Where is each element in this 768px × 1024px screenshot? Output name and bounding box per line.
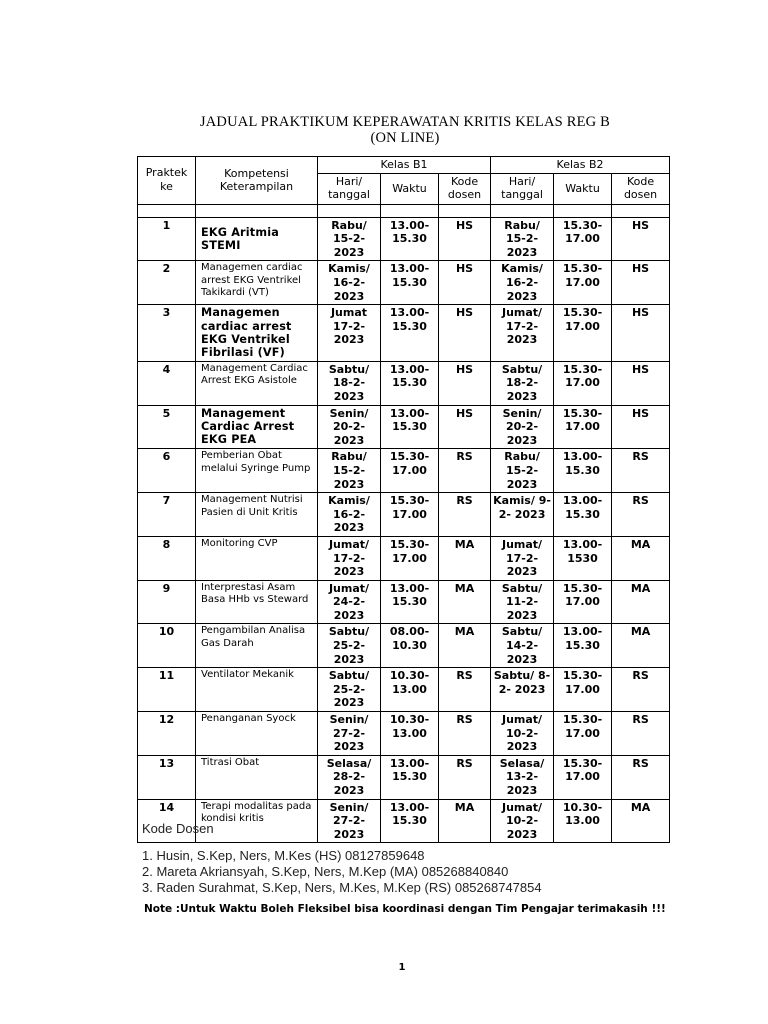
b2-date-cell: Jumat/ 17-2- 2023 — [491, 536, 554, 580]
table-row — [138, 449, 670, 493]
b1-time-cell: 10.30- 13.00 — [381, 712, 439, 756]
b2-time-cell: 15.30- 17.00 — [554, 305, 612, 362]
table-row — [138, 493, 670, 537]
b2-date-cell: Kamis/ 9-2- 2023 — [491, 493, 554, 537]
header-kompetensi: Kompetensi Keterampilan — [196, 157, 318, 205]
b1-time-cell: 15.30- 17.00 — [381, 493, 439, 537]
table-row — [138, 668, 670, 712]
b2-time-cell: 15.30- 17.00 — [554, 217, 612, 261]
b2-time-cell: 15.30- 17.00 — [554, 580, 612, 624]
b1-code-cell: RS — [439, 712, 491, 756]
b1-time-cell: 08.00- 10.30 — [381, 624, 439, 668]
b1-code-cell: MA — [439, 799, 491, 843]
b2-time-cell: 13.00- 15.30 — [554, 624, 612, 668]
b2-code-cell: RS — [612, 755, 670, 799]
b1-date-cell: Senin/ 27-2- 2023 — [318, 712, 381, 756]
b2-date-cell: Sabtu/ 18-2- 2023 — [491, 361, 554, 405]
table-row — [138, 361, 670, 405]
row-number: 9 — [138, 580, 196, 624]
row-number: 10 — [138, 624, 196, 668]
row-number: 4 — [138, 361, 196, 405]
header-b2-hari: Hari/ tanggal — [491, 173, 554, 204]
competency-cell: Terapi modalitas pada kondisi kritis — [196, 799, 318, 843]
b2-date-cell: Jumat/ 10-2- 2023 — [491, 712, 554, 756]
header-b1-waktu: Waktu — [381, 173, 439, 204]
b2-code-cell: HS — [612, 305, 670, 362]
document-title — [0, 114, 768, 146]
b2-time-cell: 15.30- 17.00 — [554, 668, 612, 712]
b2-time-cell: 15.30- 17.00 — [554, 361, 612, 405]
b2-code-cell: MA — [612, 580, 670, 624]
row-number: 3 — [138, 305, 196, 362]
competency-cell: Ventilator Mekanik — [196, 668, 318, 712]
competency-cell: Pemberian Obat melalui Syringe Pump — [196, 449, 318, 493]
note-text: Note :Untuk Waktu Boleh Fleksibel bisa koordinasi dengan Tim Pengajar terimakasih !!! — [144, 903, 666, 915]
title-line-2: (ON LINE) — [370, 130, 440, 146]
row-number: 11 — [138, 668, 196, 712]
b1-time-cell: 13.00- 15.30 — [381, 261, 439, 305]
table-row — [138, 536, 670, 580]
table-row — [138, 624, 670, 668]
b2-time-cell: 13.00- 15.30 — [554, 449, 612, 493]
b1-time-cell: 13.00- 15.30 — [381, 405, 439, 449]
b1-time-cell: 13.00- 15.30 — [381, 755, 439, 799]
b1-date-cell: Jumat/ 24-2- 2023 — [318, 580, 381, 624]
b2-code-cell: MA — [612, 799, 670, 843]
b2-date-cell: Jumat/ 17-2- 2023 — [491, 305, 554, 362]
competency-cell: Managemen cardiac arrest EKG Ventrikel Fibrilasi (VF) — [196, 305, 318, 362]
b2-time-cell: 13.00- 1530 — [554, 536, 612, 580]
b1-date-cell: Selasa/ 28-2- 2023 — [318, 755, 381, 799]
b1-code-cell: HS — [439, 361, 491, 405]
b1-code-cell: HS — [439, 261, 491, 305]
b1-date-cell: Kamis/ 16-2- 2023 — [318, 493, 381, 537]
b1-date-cell: Rabu/ 15-2- 2023 — [318, 217, 381, 261]
b1-date-cell: Rabu/ 15-2- 2023 — [318, 449, 381, 493]
b2-date-cell: Kamis/ 16-2- 2023 — [491, 261, 554, 305]
b1-code-cell: RS — [439, 449, 491, 493]
row-number: 1 — [138, 217, 196, 261]
competency-cell: Management Cardiac Arrest EKG Asistole — [196, 361, 318, 405]
b2-code-cell: MA — [612, 624, 670, 668]
row-number: 6 — [138, 449, 196, 493]
competency-cell: Management Nutrisi Pasien di Unit Kritis — [196, 493, 318, 537]
b2-code-cell: RS — [612, 449, 670, 493]
header-b1-hari: Hari/ tanggal — [318, 173, 381, 204]
header-b1-kode: Kode dosen — [439, 173, 491, 204]
row-number: 13 — [138, 755, 196, 799]
b2-time-cell: 15.30- 17.00 — [554, 712, 612, 756]
b1-date-cell: Kamis/ 16-2- 2023 — [318, 261, 381, 305]
b2-code-cell: HS — [612, 405, 670, 449]
b2-code-cell: HS — [612, 261, 670, 305]
competency-cell: Pengambilan Analisa Gas Darah — [196, 624, 318, 668]
b1-code-cell: HS — [439, 305, 491, 362]
row-number: 7 — [138, 493, 196, 537]
dosen-list — [142, 848, 542, 896]
b2-date-cell: Sabtu/ 11-2- 2023 — [491, 580, 554, 624]
table-row — [138, 217, 670, 261]
b1-time-cell: 10.30- 13.00 — [381, 668, 439, 712]
b2-time-cell: 13.00- 15.30 — [554, 493, 612, 537]
b1-time-cell: 13.00- 15.30 — [381, 580, 439, 624]
competency-cell: Management Cardiac Arrest EKG PEA — [196, 405, 318, 449]
b2-time-cell: 15.30- 17.00 — [554, 261, 612, 305]
b1-code-cell: HS — [439, 405, 491, 449]
kode-dosen-section — [142, 821, 542, 896]
competency-cell: Monitoring CVP — [196, 536, 318, 580]
table-row — [138, 305, 670, 362]
table-row — [138, 261, 670, 305]
b1-code-cell: RS — [439, 755, 491, 799]
b1-time-cell: 13.00- 15.30 — [381, 305, 439, 362]
b1-code-cell: MA — [439, 580, 491, 624]
b1-code-cell: RS — [439, 493, 491, 537]
b2-time-cell: 15.30- 17.00 — [554, 405, 612, 449]
row-number: 8 — [138, 536, 196, 580]
b2-code-cell: RS — [612, 668, 670, 712]
header-b2-waktu: Waktu — [554, 173, 612, 204]
schedule-table — [137, 156, 670, 843]
b1-time-cell: 13.00- 15.30 — [381, 799, 439, 843]
table-row — [138, 712, 670, 756]
b2-code-cell: MA — [612, 536, 670, 580]
b1-code-cell: MA — [439, 624, 491, 668]
competency-cell: Titrasi Obat — [196, 755, 318, 799]
competency-cell: EKG Aritmia STEMI — [196, 217, 318, 261]
b2-date-cell: Rabu/ 15-2- 2023 — [491, 449, 554, 493]
b1-date-cell: Senin/ 20-2- 2023 — [318, 405, 381, 449]
b2-date-cell: Sabtu/ 14-2- 2023 — [491, 624, 554, 668]
b1-time-cell: 15.30- 17.00 — [381, 536, 439, 580]
b2-date-cell: Sabtu/ 8-2- 2023 — [491, 668, 554, 712]
dosen-item: 3. Raden Surahmat, S.Kep, Ners, M.Kes, M.Kep (RS) 085268747854 — [142, 880, 542, 895]
table-row — [138, 580, 670, 624]
b2-code-cell: HS — [612, 217, 670, 261]
competency-cell: Penanganan Syock — [196, 712, 318, 756]
b2-time-cell: 10.30- 13.00 — [554, 799, 612, 843]
b1-date-cell: Sabtu/ 25-2- 2023 — [318, 668, 381, 712]
dosen-item: 2. Mareta Akriansyah, S.Kep, Ners, M.Kep (MA) 085268840840 — [142, 864, 509, 879]
b2-code-cell: RS — [612, 493, 670, 537]
spacer-row — [138, 204, 670, 217]
b1-time-cell: 13.00- 15.30 — [381, 361, 439, 405]
competency-cell: Interprestasi Asam Basa HHb vs Steward — [196, 580, 318, 624]
header-b2-kode: Kode dosen — [612, 173, 670, 204]
b2-code-cell: HS — [612, 361, 670, 405]
table-row — [138, 405, 670, 449]
b1-date-cell: Sabtu/ 18-2- 2023 — [318, 361, 381, 405]
title-line-1: JADUAL PRAKTIKUM KEPERAWATAN KRITIS KELAS REG B — [199, 114, 611, 130]
b1-date-cell: Senin/ 27-2- 2023 — [318, 799, 381, 843]
b2-date-cell: Selasa/ 13-2- 2023 — [491, 755, 554, 799]
b1-date-cell: Jumat 17-2- 2023 — [318, 305, 381, 362]
b2-date-cell: Rabu/ 15-2- 2023 — [491, 217, 554, 261]
b2-code-cell: RS — [612, 712, 670, 756]
b1-time-cell: 15.30- 17.00 — [381, 449, 439, 493]
row-number: 5 — [138, 405, 196, 449]
kode-dosen-title: Kode Dosen — [142, 821, 214, 836]
header-kelas-b1: Kelas B1 — [318, 157, 491, 174]
b1-code-cell: HS — [439, 217, 491, 261]
competency-cell: Managemen cardiac arrest EKG Ventrikel Takikardi (VT) — [196, 261, 318, 305]
b1-code-cell: RS — [439, 668, 491, 712]
page-number: 1 — [398, 962, 406, 973]
header-praktek: Praktek ke — [138, 157, 196, 205]
b2-date-cell: Senin/ 20-2- 2023 — [491, 405, 554, 449]
dosen-item: 1. Husin, S.Kep, Ners, M.Kes (HS) 08127859648 — [142, 848, 425, 863]
b1-time-cell: 13.00- 15.30 — [381, 217, 439, 261]
b2-time-cell: 15.30- 17.00 — [554, 755, 612, 799]
row-number: 14 — [138, 799, 196, 843]
row-number: 12 — [138, 712, 196, 756]
b1-date-cell: Jumat/ 17-2- 2023 — [318, 536, 381, 580]
b1-code-cell: MA — [439, 536, 491, 580]
header-kelas-b2: Kelas B2 — [491, 157, 670, 174]
b2-date-cell: Jumat/ 10-2- 2023 — [491, 799, 554, 843]
b1-date-cell: Sabtu/ 25-2- 2023 — [318, 624, 381, 668]
row-number: 2 — [138, 261, 196, 305]
table-row — [138, 755, 670, 799]
